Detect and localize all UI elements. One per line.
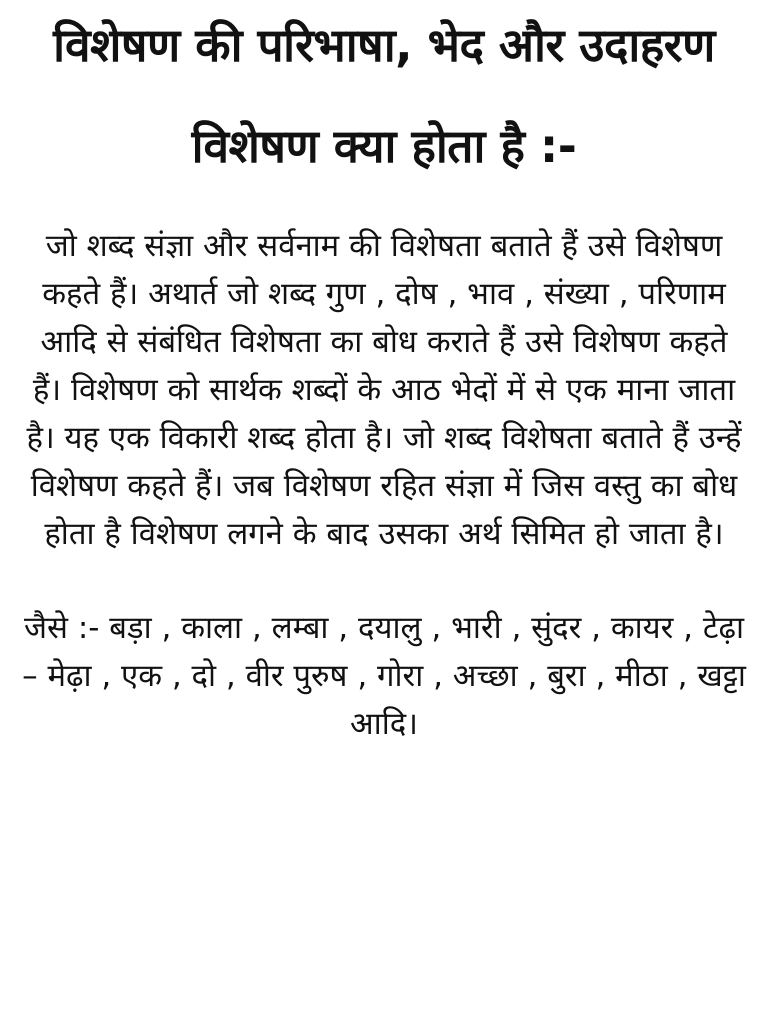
definition-paragraph: जो शब्द संज्ञा और सर्वनाम की विशेषता बताते हैं उसे विशेषण कहते हैं। अथार्त जो शब्द गुण , दोष , भाव , संख्या , परिणाम आदि से संबंधित विशेषता का बोध कराते हैं उसे विशेषण कहते हैं। विशेषण को सार्थक शब्दों के आठ भेदों में से एक माना जाता है। यह एक विकारी शब्द होता है। जो शब्द विशेषता बताते हैं उन्हें विशेषण कहते हैं। जब विशेषण रहित संज्ञा में जिस वस्तु का बोध होता है विशेषण लगने के बाद उसका अर्थ सिमित हो जाता है।	[26, 228, 742, 552]
examples-paragraph: जैसे :- बड़ा , काला , लम्बा , दयालु , भारी , सुंदर , कायर , टेढ़ा – मेढ़ा , एक , दो , वीर पुरुष , गोरा , अच्छा , बुरा , मीठा , खट्टा आदि।	[22, 610, 746, 742]
page-title: विशेषण की परिभाषा, भेद और उदाहरण	[53, 18, 715, 72]
section-heading: विशेषण क्या होता है :-	[191, 119, 577, 173]
